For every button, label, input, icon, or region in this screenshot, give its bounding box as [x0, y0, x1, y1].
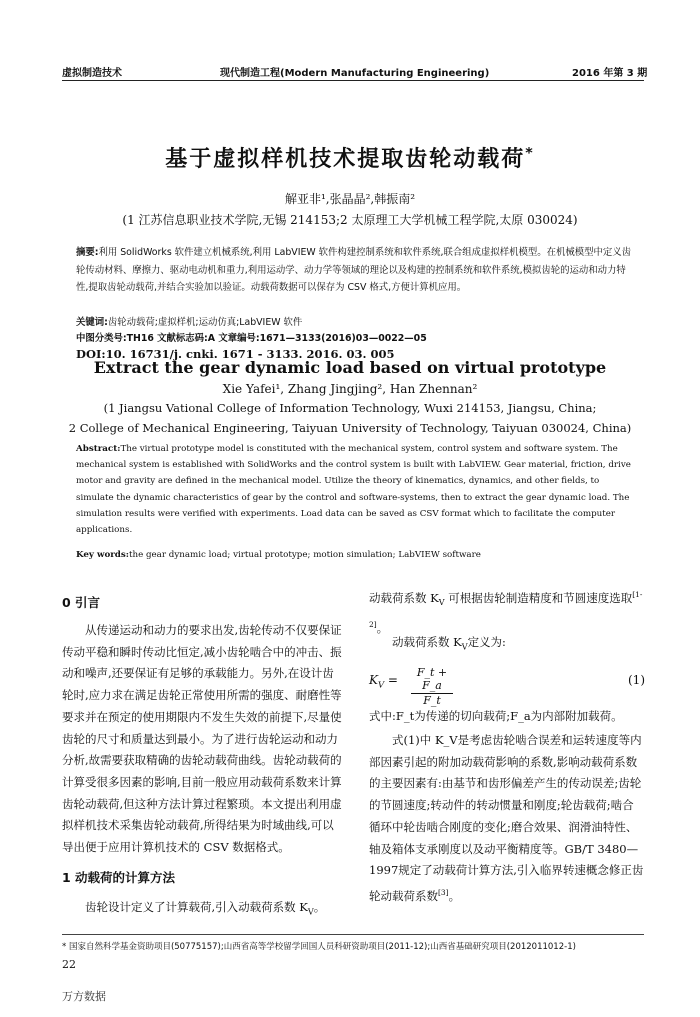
keywords-cn-label: 关键词:: [76, 317, 108, 328]
running-header-journal: 现代制造工程(Modern Manufacturing Engineering): [220, 68, 490, 79]
equation-fraction: [411, 666, 453, 707]
english-title: Extract the gear dynamic load based on virtual prototype: [93, 358, 607, 377]
equation-numerator: F_t + F_a: [411, 666, 453, 694]
equation-number: (1): [628, 673, 645, 687]
citation-3: [3]: [438, 887, 449, 897]
english-abstract-text: The virtual prototype model is constituted with the mechanical system, control system and software system. The mechanical system is established with SolidWorks and the control system is built with LabVIEW. Gear material, friction, drive motor and gravity are defined in the mechanical model. Utilize the theory of kinematics, dynamics, and other fields, to simulate the dynamic characteristics of gear by the control and software-systems, then to extract the gear dynamic load. The simulation results were verified with experiments. Load data can be saved as CSV format which to facilitate the computer applications.: [76, 444, 631, 536]
right-paragraph-4: [369, 730, 645, 907]
right-p2-end: 定义为:: [467, 635, 506, 649]
equation-lhs-k: K: [369, 673, 378, 687]
equation-lhs: [369, 673, 398, 689]
english-abstract: [76, 441, 636, 538]
abstract-cn-text: 利用 SolidWorks 软件建立机械系统,利用 LabVIEW 软件构建控制系统和软件系统,联合组成虚拟样机模型。在机械模型中定义齿轮传动材料、摩擦力、驱动电动机和重力,利用运动学、动力学等领域的理论以及构建的控制系统和软件系统,模拟齿轮的运动和动力特性,提取齿轮动载荷,并结合实验加以验证。动载荷数据可以保存为 CSV 格式,方便计算机应用。: [76, 247, 632, 293]
paper-title-text: 基于虚拟样机技术提取齿轮动载荷: [165, 147, 526, 172]
header-rule: [62, 80, 644, 81]
english-authors: Xie Yafei¹, Zhang Jingjing², Han Zhennan²: [222, 382, 478, 396]
section-1-text: 齿轮设计定义了计算载荷,引入动载荷系数 K: [85, 900, 308, 914]
right-p4-text: 式(1)中 K_V是考虑齿轮啮合误差和运转速度等内部因素引起的附加动载荷影响的系数,影响动载荷系数的主要因素有:由基节和齿形偏差产生的传动误差;齿轮的节圆速度;转动件的转动惯量和刚度;轮齿载荷;啮合循环中轮齿啮合刚度的变化;磨合效果、润滑油特性、轴及箱体支承刚度以及动平衡精度等。GB/T 3480—1997规定了动载荷计算方法,引入临界转速概念修正齿轮动载荷系数: [369, 733, 644, 903]
right-p4-end: 。: [448, 888, 461, 903]
intro-paragraph: 从传递运动和动力的要求出发,齿轮传动不仅要保证传动平稳和瞬时传动比恒定,减小齿轮啮合中的冲击、振动和噪声,还要保证有足够的承载能力。另外,在设计齿轮时,应力求在满足齿轮正常使用所需的强度、耐磨性等要求并在预定的使用期限内不发生失效的前提下,尽量使齿轮的尺寸和质量达到最小。为了进行齿轮运动和动力分析,故需要获取精确的齿轮动载荷曲线。齿轮动载荷的计算受很多因素的影响,目前一般应用动载荷系数来计算齿轮动载荷,但这种方法计算过程繁琐。本文提出利用虚拟样机技术采集齿轮动载荷,所得结果为时域曲线,可以导出便于应用计算机技术的 CSV 数据格式。: [62, 623, 342, 855]
section-1-paragraph: [62, 897, 342, 923]
english-abstract-label: Abstract:: [76, 444, 121, 454]
right-p1-rest: 可根据齿轮制造精度和节圆速度选取: [444, 590, 633, 605]
footnote-rule: [62, 934, 644, 935]
keywords-cn-text: 齿轮动载荷;虚拟样机;运动仿真;LabVIEW 软件: [107, 317, 303, 328]
right-paragraph-3: 式中:F_t为传递的切向载荷;F_a为内部附加载荷。: [369, 709, 623, 723]
classification-line: 中图分类号:TH16 文献标志码:A 文章编号:1671—3133(2016)03—0022—05: [76, 333, 427, 344]
right-p1-end: 。: [376, 620, 389, 635]
right-p1-sub: V: [438, 598, 445, 608]
right-p2-sub: V: [461, 642, 468, 652]
right-p1-text: 动载荷系数 K: [369, 590, 439, 605]
citation-1-2: [1-2]: [369, 590, 643, 629]
equation-lhs-sub: V: [377, 679, 385, 690]
wanfang-watermark: 万方数据: [62, 990, 106, 1003]
running-header-left: 虚拟制造技术: [62, 68, 122, 79]
authors: 解亚非¹,张晶晶²,韩振南²: [284, 192, 416, 206]
kv-subscript: V: [307, 907, 314, 917]
english-keywords-label: Key words:: [76, 550, 129, 560]
keywords-cn: [76, 314, 638, 332]
affiliations: (1 江苏信息职业技术学院,无锡 214153;2 太原理工大学机械工程学院,太原 030024): [122, 213, 578, 227]
section-1-heading: 1 动载荷的计算方法: [62, 870, 176, 885]
equation-equals: =: [384, 673, 398, 687]
page-number: 22: [62, 958, 76, 971]
english-keywords: [76, 547, 636, 563]
english-affiliation-2: 2 College of Mechanical Engineering, Taiyuan University of Technology, Taiyuan 030024, China): [68, 421, 632, 435]
paper-title: [0, 142, 700, 173]
funding-footnote: * 国家自然科学基金资助项目(50775157);山西省高等学校留学回国人员科研资助项目(2011-12);山西省基础研究项目(2012011012-1): [62, 942, 576, 952]
section-1-end: 。: [313, 900, 326, 914]
english-keywords-text: the gear dynamic load; virtual prototype; motion simulation; LabVIEW software: [128, 550, 481, 560]
abstract-cn-label: 摘要:: [76, 247, 99, 258]
right-paragraph-2: [369, 632, 645, 658]
right-p2-text: 动载荷系数 K: [392, 635, 462, 649]
title-footnote-mark: *: [525, 145, 535, 162]
doi: DOI:10. 16731/j. cnki. 1671 - 3133. 2016. 03. 005: [76, 347, 395, 361]
section-0-heading: 0 引言: [62, 595, 101, 610]
equation-denominator: F_t: [423, 694, 441, 707]
equation-1: [369, 666, 645, 707]
running-header-issue: 2016 年第 3 期: [572, 68, 648, 79]
abstract-cn: [76, 244, 638, 297]
english-affiliation-1: (1 Jiangsu Vational College of Information Technology, Wuxi 214153, Jiangsu, China;: [103, 401, 597, 415]
